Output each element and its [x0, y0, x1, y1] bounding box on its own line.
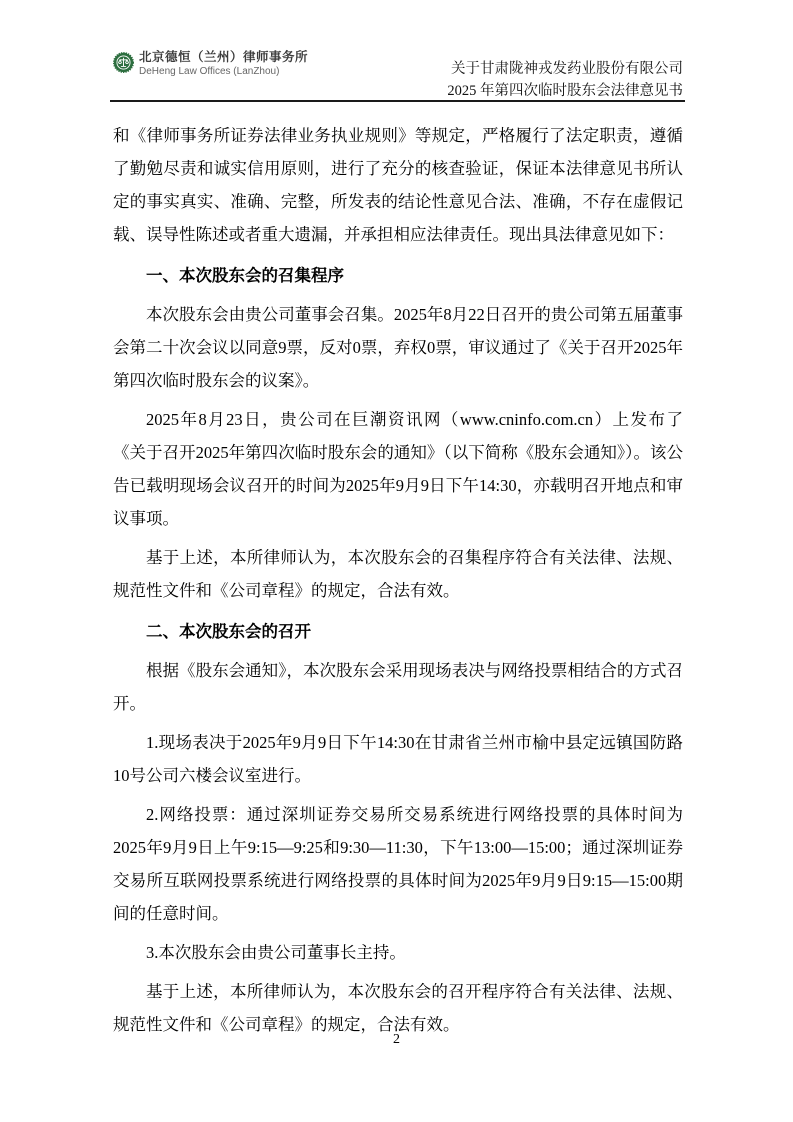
page-header: [113, 50, 683, 102]
document-title: [447, 58, 683, 102]
page-footer: [0, 1032, 793, 1048]
section-2-heading: 二、本次股东会的召开: [146, 622, 311, 641]
section-2-paragraph-3: 2.网络投票：通过深圳证券交易所交易系统进行网络投票的具体时间为2025年9月9日上午9:15—9:25和9:30—11:30，下午13:00—15:00；通过深圳证券交易所互联网投票系统进行网络投票的具体时间为2025年9月9日9:15—15:00期间的任意时间。: [113, 805, 683, 923]
section-1-heading: 一、本次股东会的召集程序: [146, 266, 344, 285]
section-2-paragraph-2: 1.现场表决于2025年9月9日下午14:30在甘肃省兰州市榆中县定远镇国防路10号公司六楼会议室进行。: [113, 733, 683, 785]
firm-name-chinese: 北京德恒（兰州）律师事务所: [139, 50, 309, 64]
section-2-paragraph-5: 基于上述，本所律师认为，本次股东会的召开程序符合有关法律、法规、规范性文件和《公司章程》的规定，合法有效。: [113, 982, 683, 1034]
intro-paragraph: 和《律师事务所证券法律业务执业规则》等规定，严格履行了法定职责，遵循了勤勉尽责和诚实信用原则，进行了充分的核查验证，保证本法律意见书所认定的事实真实、准确、完整，所发表的结论性意见合法、准确，不存在虚假记载、误导性陈述或者重大遗漏，并承担相应法律责任。现出具法律意见如下：: [113, 126, 683, 244]
deheng-seal-logo-icon: [113, 52, 134, 73]
document-body: [113, 113, 683, 1047]
section-2-paragraph-1: 根据《股东会通知》，本次股东会采用现场表决与网络投票相结合的方式召开。: [113, 661, 683, 713]
firm-identity: [113, 50, 308, 78]
page-number: 2: [393, 1032, 400, 1047]
header-divider: [110, 100, 685, 102]
section-2-paragraph-4: 3.本次股东会由贵公司董事长主持。: [146, 943, 406, 962]
section-1-paragraph-2: 2025年8月23日，贵公司在巨潮资讯网（www.cninfo.com.cn）上发布了《关于召开2025年第四次临时股东会的通知》（以下简称《股东会通知》）。该公告已载明现场会议召开的时间为2025年9月9日下午14:30，亦载明召开地点和审议事项。: [113, 410, 683, 528]
firm-name-english: DeHeng Law Offices (LanZhou): [139, 66, 280, 78]
document-title-line1: 关于甘肃陇神戎发药业股份有限公司: [451, 61, 683, 77]
document-title-line2: 2025 年第四次临时股东会法律意见书: [447, 83, 683, 99]
section-1-paragraph-3: 基于上述，本所律师认为，本次股东会的召集程序符合有关法律、法规、规范性文件和《公司章程》的规定，合法有效。: [113, 548, 683, 600]
section-1-paragraph-1: 本次股东会由贵公司董事会召集。2025年8月22日召开的贵公司第五届董事会第二十次会议以同意9票，反对0票，弃权0票，审议通过了《关于召开2025年第四次临时股东会的议案》。: [113, 305, 683, 390]
